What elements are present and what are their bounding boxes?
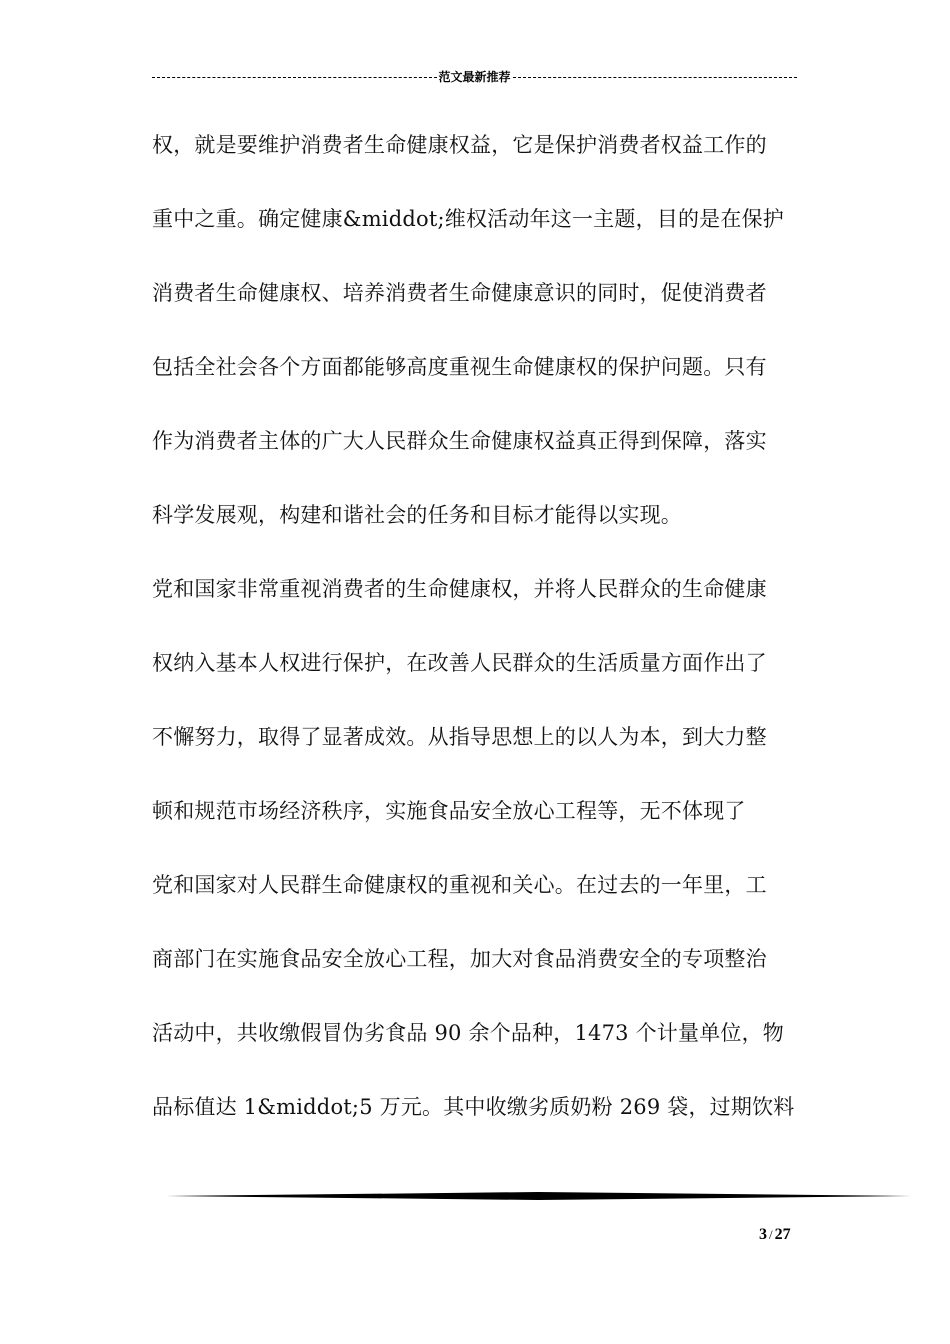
total-pages: 27 bbox=[774, 1226, 791, 1243]
text-line: 包括全社会各个方面都能够高度重视生命健康权的保护问题。只有 bbox=[152, 355, 767, 379]
header-title: 范文最新推荐 bbox=[438, 70, 511, 84]
text-line: 科学发展观，构建和谐社会的任务和目标才能得以实现。 bbox=[152, 503, 682, 527]
header-dash-right bbox=[513, 77, 798, 78]
text-line: 消费者生命健康权、培养消费者生命健康意识的同时，促使消费者 bbox=[152, 281, 767, 305]
text-line: 党和国家非常重视消费者的生命健康权，并将人民群众的生命健康 bbox=[152, 577, 767, 601]
document-body bbox=[152, 122, 802, 1158]
text-line: 品标值达 1&middot;5 万元。其中收缴劣质奶粉 269 袋，过期饮料 bbox=[152, 1095, 795, 1119]
page-separator: / bbox=[769, 1227, 773, 1242]
text-line: 顿和规范市场经济秩序，实施食品安全放心工程等，无不体现了 bbox=[152, 799, 746, 823]
current-page: 3 bbox=[759, 1226, 767, 1243]
text-line: 活动中，共收缴假冒伪劣食品 90 余个品种，1473 个计量单位，物 bbox=[152, 1021, 784, 1045]
text-line: 权，就是要维护消费者生命健康权益，它是保护消费者权益工作的 bbox=[152, 133, 767, 157]
text-line: 不懈努力，取得了显著成效。从指导思想上的以人为本，到大力整 bbox=[152, 725, 767, 749]
footer-rule bbox=[166, 1192, 911, 1200]
text-line: 商部门在实施食品安全放心工程，加大对食品消费安全的专项整治 bbox=[152, 947, 767, 971]
text-line: 重中之重。确定健康&middot;维权活动年这一主题，目的是在保护 bbox=[152, 207, 784, 231]
page-header bbox=[152, 68, 797, 85]
text-line: 作为消费者主体的广大人民群众生命健康权益真正得到保障，落实 bbox=[152, 429, 767, 453]
text-line: 权纳入基本人权进行保护，在改善人民群众的生活质量方面作出了 bbox=[152, 651, 767, 675]
page-number bbox=[759, 1226, 791, 1244]
header-dash-left bbox=[152, 77, 437, 78]
text-line: 党和国家对人民群生命健康权的重视和关心。在过去的一年里，工 bbox=[152, 873, 767, 897]
